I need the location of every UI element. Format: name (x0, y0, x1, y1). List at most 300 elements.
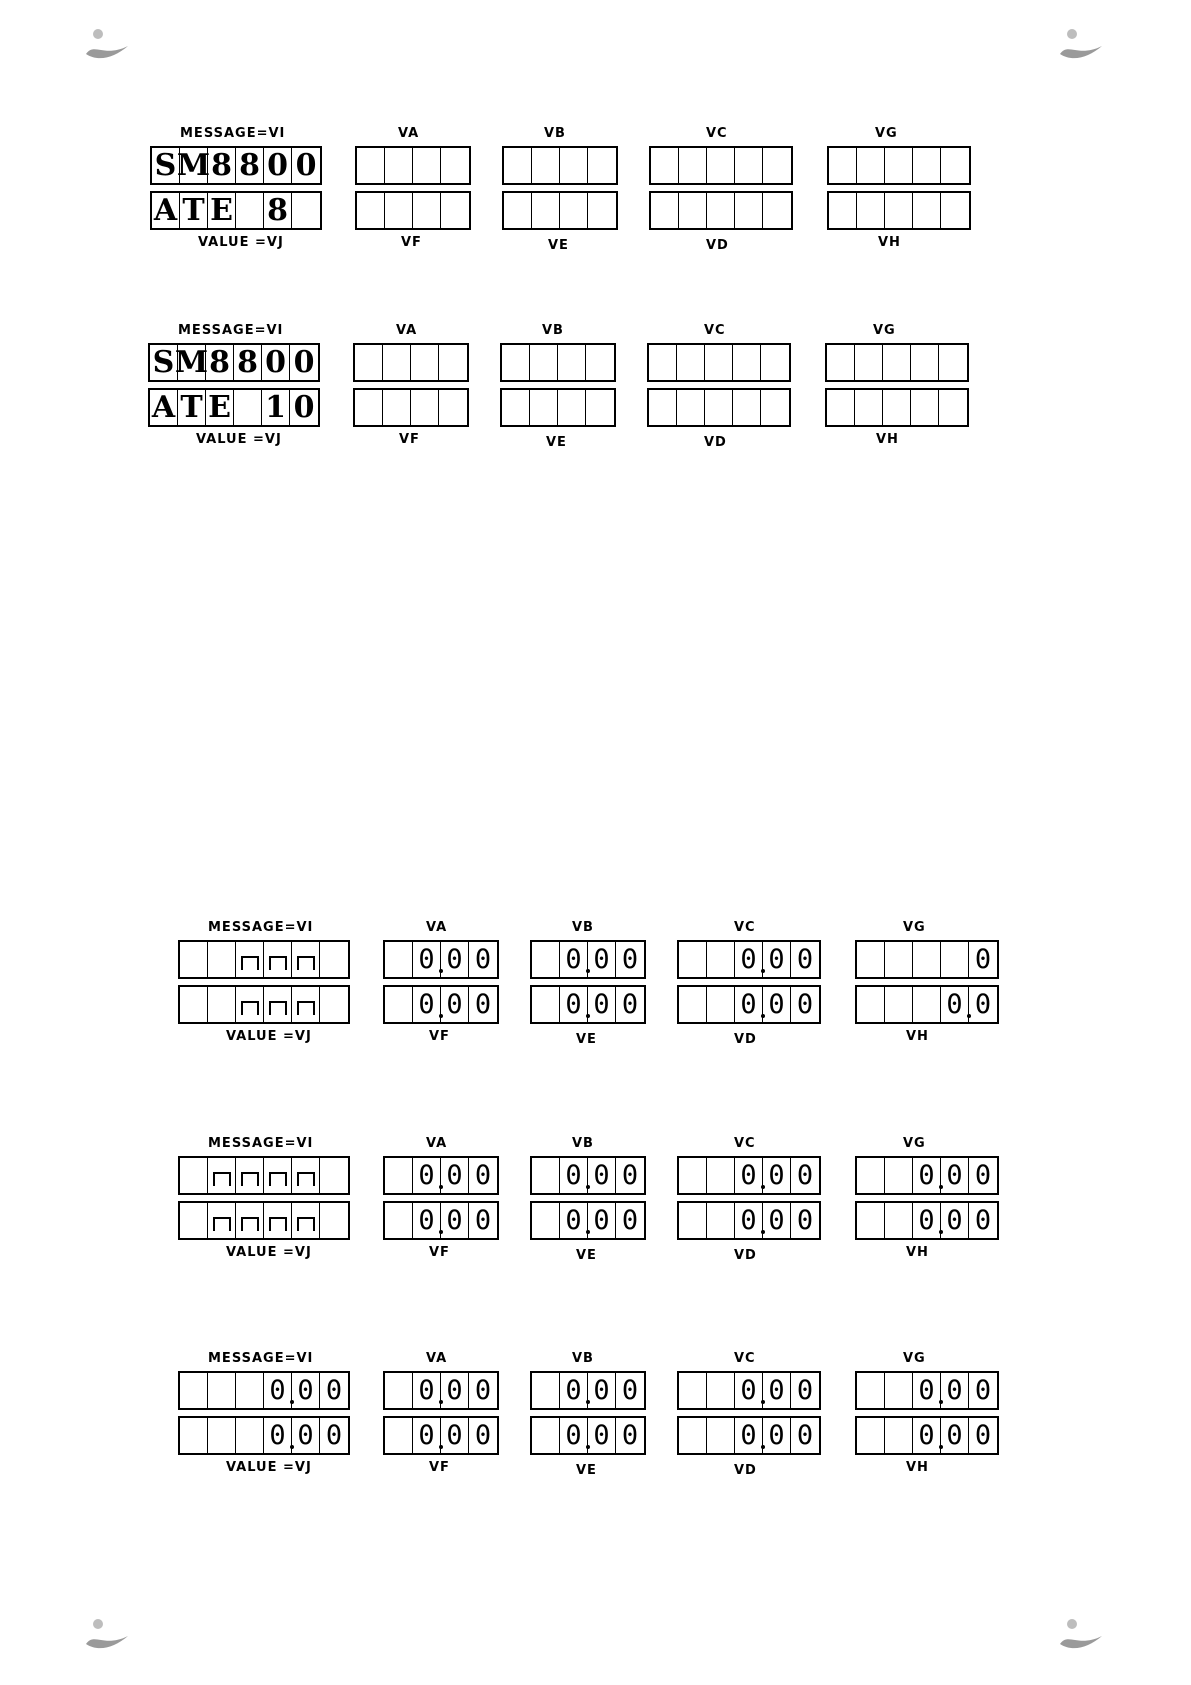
label-vc: VC (704, 323, 726, 338)
segment-row-vc (649, 146, 793, 185)
segment-cell (586, 345, 614, 380)
label-vh: VH (906, 1029, 929, 1044)
segment-cell: T (180, 193, 208, 228)
label-va: VA (426, 920, 448, 935)
segment-row-ve (502, 191, 618, 230)
segment-cell: 0 (560, 987, 588, 1022)
segment-cell: 0 (763, 1418, 791, 1453)
label-ve: VE (546, 435, 567, 450)
segment-n-glyph (297, 1172, 315, 1186)
segment-cell (761, 345, 789, 380)
segment-cell (857, 193, 885, 228)
segment-cell: 0 (913, 1418, 941, 1453)
segment-cell (939, 345, 967, 380)
segment-row-vd (647, 388, 791, 427)
segment-row-vf (383, 1416, 499, 1455)
segment-cell: 0 (413, 1418, 441, 1453)
segment-cell (941, 148, 969, 183)
segment-cell (236, 1203, 264, 1238)
label-vg: VG (903, 1136, 926, 1151)
segment-row-ve (500, 388, 616, 427)
label-va: VA (398, 126, 420, 141)
segment-cell (679, 1203, 707, 1238)
segment-row-ve (530, 1416, 646, 1455)
segment-cell (679, 987, 707, 1022)
segment-cell (651, 148, 679, 183)
segment-cell (707, 1203, 735, 1238)
segment-cell (208, 1418, 236, 1453)
label-ve: VE (576, 1032, 597, 1047)
segment-cell: 0 (913, 1203, 941, 1238)
segment-n-glyph (269, 1217, 287, 1231)
segment-cell (679, 193, 707, 228)
segment-cell: 0 (560, 942, 588, 977)
segment-row-ve (530, 1201, 646, 1240)
segment-cell: 0 (413, 1203, 441, 1238)
label-vc: VC (734, 920, 756, 935)
segment-cell (385, 1418, 413, 1453)
segment-cell (855, 345, 883, 380)
segment-cell: 0 (941, 1158, 969, 1193)
segment-row-vi (178, 940, 350, 979)
segment-cell (357, 193, 385, 228)
segment-row-vf (355, 191, 471, 230)
segment-cell: 0 (441, 987, 469, 1022)
label-vf: VF (399, 432, 420, 447)
segment-cell (236, 942, 264, 977)
segment-cell (763, 148, 791, 183)
label-message: MESSAGE=VI (208, 1351, 314, 1366)
segment-cell (885, 1158, 913, 1193)
segment-cell (939, 390, 967, 425)
segment-n-glyph (213, 1217, 231, 1231)
segment-cell: 0 (560, 1373, 588, 1408)
segment-cell (530, 345, 558, 380)
segment-cell: 0 (413, 1373, 441, 1408)
segment-cell (385, 1373, 413, 1408)
label-vb: VB (542, 323, 564, 338)
label-value: VALUE =VJ (226, 1029, 312, 1044)
segment-n-glyph (297, 1217, 315, 1231)
segment-cell (355, 390, 383, 425)
segment-cell (733, 390, 761, 425)
segment-cell: S (150, 345, 178, 380)
segment-cell: 0 (474, 1205, 492, 1236)
segment-cell: 0 (474, 1160, 492, 1191)
segment-cell: 0 (941, 1203, 969, 1238)
segment-cell: 0 (621, 989, 639, 1020)
segment-cell (385, 193, 413, 228)
segment-cell (180, 942, 208, 977)
segment-cell: E (206, 390, 234, 425)
segment-row-va (383, 1156, 499, 1195)
segment-cell: 0 (293, 390, 315, 425)
segment-cell (677, 345, 705, 380)
segment-row-vb (530, 1156, 646, 1195)
segment-row-vd (649, 191, 793, 230)
segment-row-vj (178, 1416, 350, 1455)
segment-cell (292, 193, 320, 228)
segment-cell: 0 (325, 1420, 343, 1451)
segment-cell: 0 (796, 1375, 814, 1406)
segment-cell (320, 942, 348, 977)
segment-cell (705, 390, 733, 425)
segment-cell (857, 987, 885, 1022)
segment-row-vh (827, 191, 971, 230)
segment-cell (502, 390, 530, 425)
label-value: VALUE =VJ (226, 1460, 312, 1475)
segment-cell: 0 (735, 1203, 763, 1238)
segment-cell: 0 (913, 1373, 941, 1408)
segment-cell (180, 1373, 208, 1408)
segment-cell (530, 390, 558, 425)
segment-cell (236, 1158, 264, 1193)
segment-cell (829, 148, 857, 183)
segment-cell: 0 (588, 1158, 616, 1193)
segment-n-glyph (213, 1172, 231, 1186)
segment-row-vb (500, 343, 616, 382)
segment-cell (829, 193, 857, 228)
segment-cell (707, 1418, 735, 1453)
segment-cell (679, 1418, 707, 1453)
label-vd: VD (734, 1248, 757, 1263)
segment-cell (180, 1203, 208, 1238)
segment-cell: A (150, 390, 178, 425)
segment-cell (857, 1418, 885, 1453)
segment-cell: 0 (441, 1203, 469, 1238)
segment-cell (439, 345, 467, 380)
segment-cell: 0 (262, 345, 290, 380)
segment-cell: 0 (621, 1420, 639, 1451)
segment-cell (679, 942, 707, 977)
segment-cell (707, 1373, 735, 1408)
segment-cell (649, 345, 677, 380)
segment-cell: 0 (560, 1418, 588, 1453)
segment-row-vc (677, 940, 821, 979)
segment-cell (236, 193, 264, 228)
segment-cell (383, 390, 411, 425)
segment-cell: 0 (441, 1158, 469, 1193)
label-vh: VH (878, 235, 901, 250)
segment-cell: 0 (735, 1418, 763, 1453)
segment-cell: 0 (474, 1420, 492, 1451)
segment-cell (532, 148, 560, 183)
segment-cell: 0 (295, 148, 317, 183)
segment-row-vj (150, 191, 322, 230)
segment-cell: 0 (974, 1160, 992, 1191)
segment-n-glyph (297, 956, 315, 970)
segment-row-vi (178, 1156, 350, 1195)
segment-cell (385, 148, 413, 183)
segment-row-va (383, 940, 499, 979)
segment-cell: A (152, 193, 180, 228)
segment-cell: 0 (621, 944, 639, 975)
segment-cell (236, 1418, 264, 1453)
segment-cell (292, 987, 320, 1022)
label-vb: VB (572, 920, 594, 935)
segment-cell: 0 (763, 1373, 791, 1408)
segment-cell (885, 148, 913, 183)
segment-cell (385, 942, 413, 977)
segment-cell (588, 148, 616, 183)
segment-cell (707, 148, 735, 183)
segment-cell (236, 1373, 264, 1408)
label-vc: VC (706, 126, 728, 141)
segment-cell (705, 345, 733, 380)
segment-cell: 0 (763, 942, 791, 977)
segment-cell (357, 148, 385, 183)
segment-cell (180, 987, 208, 1022)
segment-cell (941, 942, 969, 977)
segment-cell: 0 (796, 944, 814, 975)
label-vh: VH (876, 432, 899, 447)
label-vg: VG (903, 920, 926, 935)
segment-cell: 0 (941, 1418, 969, 1453)
segment-row-vh (855, 1416, 999, 1455)
segment-cell (651, 193, 679, 228)
label-message: MESSAGE=VI (180, 126, 286, 141)
segment-cell (441, 148, 469, 183)
segment-cell (504, 193, 532, 228)
segment-row-ve (530, 985, 646, 1024)
segment-row-vc (647, 343, 791, 382)
label-ve: VE (548, 238, 569, 253)
segment-cell (913, 987, 941, 1022)
segment-row-vf (383, 1201, 499, 1240)
segment-cell (383, 345, 411, 380)
segment-cell: 8 (234, 345, 262, 380)
segment-cell (413, 193, 441, 228)
segment-cell (913, 942, 941, 977)
segment-cell (439, 390, 467, 425)
segment-cell: T (178, 390, 206, 425)
segment-cell (208, 1203, 236, 1238)
segment-cell (292, 942, 320, 977)
segment-row-vg (825, 343, 969, 382)
segment-cell (411, 345, 439, 380)
segment-cell: 0 (474, 989, 492, 1020)
segment-cell (679, 1158, 707, 1193)
segment-cell: 0 (974, 989, 992, 1020)
segment-cell: 0 (913, 1158, 941, 1193)
segment-cell: 0 (796, 1420, 814, 1451)
label-message: MESSAGE=VI (208, 1136, 314, 1151)
segment-cell: E (208, 193, 236, 228)
segment-cell: 0 (763, 1203, 791, 1238)
segment-row-vg (855, 1371, 999, 1410)
segment-cell (735, 148, 763, 183)
label-va: VA (396, 323, 418, 338)
segment-cell (707, 1158, 735, 1193)
label-vh: VH (906, 1460, 929, 1475)
label-value: VALUE =VJ (226, 1245, 312, 1260)
segment-row-vf (383, 985, 499, 1024)
segment-cell (763, 193, 791, 228)
display-block (178, 1351, 1058, 1491)
segment-cell (707, 942, 735, 977)
label-vf: VF (429, 1029, 450, 1044)
label-vc: VC (734, 1351, 756, 1366)
segment-cell: 0 (474, 944, 492, 975)
segment-cell: 0 (974, 944, 992, 975)
label-ve: VE (576, 1463, 597, 1478)
segment-cell: 0 (264, 1373, 292, 1408)
label-message: MESSAGE=VI (208, 920, 314, 935)
segment-cell (532, 1373, 560, 1408)
segment-cell (502, 345, 530, 380)
segment-cell (208, 942, 236, 977)
display-block (178, 920, 1058, 1060)
label-vd: VD (734, 1032, 757, 1047)
segment-row-vh (825, 388, 969, 427)
segment-cell (857, 1203, 885, 1238)
segment-cell (441, 193, 469, 228)
segment-row-vd (677, 1416, 821, 1455)
label-vd: VD (734, 1463, 757, 1478)
segment-cell (913, 148, 941, 183)
segment-cell: 0 (735, 942, 763, 977)
segment-cell (532, 1418, 560, 1453)
label-vf: VF (401, 235, 422, 250)
segment-n-glyph (297, 1001, 315, 1015)
segment-cell: 0 (441, 1418, 469, 1453)
label-value: VALUE =VJ (198, 235, 284, 250)
label-vf: VF (429, 1460, 450, 1475)
segment-n-glyph (269, 1172, 287, 1186)
segment-cell (532, 1203, 560, 1238)
segment-row-va (353, 343, 469, 382)
segment-cell (913, 193, 941, 228)
segment-cell: 0 (560, 1158, 588, 1193)
label-vg: VG (875, 126, 898, 141)
segment-cell (558, 345, 586, 380)
segment-cell: 0 (621, 1375, 639, 1406)
segment-row-vi (150, 146, 322, 185)
segment-cell: 0 (941, 987, 969, 1022)
segment-cell: 8 (206, 345, 234, 380)
segment-cell (208, 987, 236, 1022)
segment-cell (292, 1203, 320, 1238)
segment-n-glyph (241, 1001, 259, 1015)
segment-cell: 1 (262, 390, 290, 425)
segment-cell: 8 (208, 148, 236, 183)
label-vd: VD (706, 238, 729, 253)
label-vh: VH (906, 1245, 929, 1260)
label-vf: VF (429, 1245, 450, 1260)
segment-cell (707, 987, 735, 1022)
segment-cell: 0 (735, 1158, 763, 1193)
segment-cell (264, 1203, 292, 1238)
segment-cell: 0 (292, 1418, 320, 1453)
segment-row-vb (530, 1371, 646, 1410)
segment-cell (355, 345, 383, 380)
segment-cell (761, 390, 789, 425)
segment-cell (941, 193, 969, 228)
swirl-logo-icon (1058, 28, 1104, 62)
segment-cell: 0 (588, 1418, 616, 1453)
label-vg: VG (873, 323, 896, 338)
segment-row-va (355, 146, 471, 185)
segment-cell (264, 1158, 292, 1193)
segment-cell (885, 987, 913, 1022)
segment-cell: M (174, 345, 209, 380)
segment-cell: 0 (474, 1375, 492, 1406)
segment-cell (885, 193, 913, 228)
segment-cell (649, 390, 677, 425)
segment-cell (885, 1418, 913, 1453)
segment-row-vj (148, 388, 320, 427)
segment-row-vh (855, 1201, 999, 1240)
segment-cell: 0 (974, 1375, 992, 1406)
segment-cell (208, 1158, 236, 1193)
segment-cell: 0 (974, 1420, 992, 1451)
segment-cell (385, 1158, 413, 1193)
segment-cell: 0 (796, 1205, 814, 1236)
segment-cell (292, 1158, 320, 1193)
segment-cell (588, 193, 616, 228)
segment-n-glyph (241, 1172, 259, 1186)
segment-cell: 0 (796, 1160, 814, 1191)
segment-cell: 0 (413, 942, 441, 977)
segment-cell (532, 942, 560, 977)
segment-row-vh (855, 985, 999, 1024)
segment-cell (385, 1203, 413, 1238)
swirl-logo-icon (84, 28, 130, 62)
segment-cell: 8 (236, 148, 264, 183)
segment-row-vd (677, 1201, 821, 1240)
segment-cell (558, 390, 586, 425)
label-vb: VB (572, 1351, 594, 1366)
segment-cell (885, 1373, 913, 1408)
segment-n-glyph (241, 1217, 259, 1231)
segment-row-va (383, 1371, 499, 1410)
segment-cell (411, 390, 439, 425)
segment-cell (532, 987, 560, 1022)
segment-n-glyph (241, 956, 259, 970)
segment-cell (707, 193, 735, 228)
segment-cell (857, 1373, 885, 1408)
segment-cell: 0 (796, 989, 814, 1020)
segment-cell: 0 (735, 987, 763, 1022)
segment-cell (504, 148, 532, 183)
label-value: VALUE =VJ (196, 432, 282, 447)
segment-cell: S (152, 148, 180, 183)
segment-cell (911, 390, 939, 425)
segment-row-vi (148, 343, 320, 382)
segment-cell: 8 (264, 193, 292, 228)
segment-cell (234, 390, 262, 425)
display-block (178, 1136, 1058, 1276)
segment-row-vg (855, 1156, 999, 1195)
segment-cell (586, 390, 614, 425)
segment-cell (264, 987, 292, 1022)
segment-row-vc (677, 1156, 821, 1195)
segment-cell (385, 987, 413, 1022)
segment-cell (532, 1158, 560, 1193)
label-vd: VD (704, 435, 727, 450)
segment-cell (735, 193, 763, 228)
segment-cell (679, 1373, 707, 1408)
segment-cell (236, 987, 264, 1022)
label-va: VA (426, 1351, 448, 1366)
segment-cell: 0 (588, 1373, 616, 1408)
segment-cell: 0 (941, 1373, 969, 1408)
label-vg: VG (903, 1351, 926, 1366)
segment-cell (857, 1158, 885, 1193)
segment-cell: 0 (264, 1418, 292, 1453)
segment-row-vg (855, 940, 999, 979)
segment-cell (560, 193, 588, 228)
